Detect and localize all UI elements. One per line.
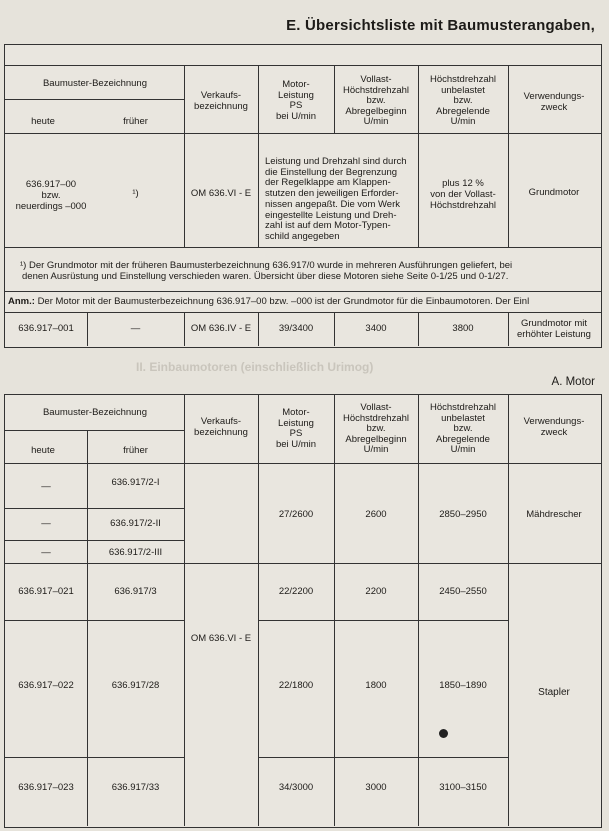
table-row-heute: —	[41, 481, 51, 492]
page-title: E. Übersichtsliste mit Baumusterangaben,	[286, 17, 595, 34]
ink-spot	[439, 729, 448, 738]
cell-hoechst-023: 3100–3150	[439, 782, 487, 793]
cell-motor-021: 22/2200	[278, 586, 314, 597]
cell-frueher-footnote-ref: ¹)	[132, 188, 139, 199]
table-row-frueher: 636.917/33	[111, 782, 160, 793]
table-row-frueher: 636.917/2-II	[110, 518, 161, 529]
table-row-frueher: 636.917/3	[114, 586, 157, 597]
cell-verwendung-maehdrescher: Mähdrescher	[526, 509, 582, 520]
cell-verwendung-grundmotor: Grundmotor	[528, 187, 580, 198]
table-row-heute: —	[41, 547, 51, 558]
table-row-heute: —	[41, 518, 51, 529]
cell-hoechst-022: 1850–1890	[439, 680, 487, 691]
header-hoechstdrehzahl: Höchstdrehzahl unbelastet bzw. Abregelende U/min	[429, 74, 496, 127]
header2-vollast: Vollast- Höchstdrehzahl bzw. Abregelbeginn U/min	[342, 402, 409, 455]
cell-verkauf-001: OM 636.IV - E	[190, 323, 252, 334]
table-row-heute: 636.917–022	[18, 680, 74, 691]
cell-heute-grundmotor: 636.917–00 bzw. neuerdings –000	[15, 179, 87, 212]
cell-motor-maehdrescher: 27/2600	[278, 509, 314, 520]
header2-heute: heute	[31, 445, 55, 456]
header-frueher: früher	[123, 116, 148, 127]
header-motor-leistung: Motor- Leistung PS bei U/min	[275, 79, 317, 122]
header2-frueher: früher	[123, 445, 148, 456]
header-verwendung: Verwendungs- zweck	[523, 91, 585, 113]
bleed-through-heading-middle: II. Einbaumotoren (einschließlich Urimog)	[136, 360, 374, 374]
cell-verkauf-merged: OM 636.VI - E	[190, 633, 252, 644]
cell-hoechst-001: 3800	[452, 323, 474, 334]
header-baumuster: Baumuster-Bezeichnung	[42, 78, 148, 89]
header2-verkauf: Verkaufs- bezeichnung	[194, 416, 248, 438]
cell-leistung-description: Leistung und Drehzahl sind durch die Einstellung der Begrenzung der Regelklappe am Klappen- stutzen den jeweiligen Erforder- nissen angepaßt. Die vom Werk eingestellte Leistung und Dreh- zahl ist auf dem Motor-Typen- schild angegeben	[265, 156, 407, 242]
cell-motor-022: 22/1800	[278, 680, 314, 691]
table-row-frueher: 636.917/2-III	[108, 547, 163, 558]
cell-motor-001: 39/3400	[278, 323, 314, 334]
cell-heute-001: 636.917–001	[18, 323, 74, 334]
cell-vollast-022: 1800	[365, 680, 387, 691]
header2-motor-leistung: Motor- Leistung PS bei U/min	[275, 407, 317, 450]
header-heute: heute	[31, 116, 55, 127]
table-einbaumotoren	[4, 394, 602, 828]
cell-frueher-001: —	[130, 323, 141, 334]
table-row-frueher: 636.917/2-I	[111, 477, 160, 488]
section-label-motor: A. Motor	[551, 376, 595, 388]
header2-verwendung: Verwendungs- zweck	[523, 416, 585, 438]
cell-vollast-maehdrescher: 2600	[365, 509, 387, 520]
cell-hoechst-grundmotor: plus 12 % von der Vollast- Höchstdrehzahl	[429, 178, 496, 211]
anmerkung: Anm.: Der Motor mit der Baumusterbezeichnung 636.917–00 bzw. –000 ist der Grundmotor für die Einbaumotoren. Der Einl	[8, 296, 530, 307]
cell-verkauf-grundmotor: OM 636.VI - E	[190, 188, 252, 199]
cell-motor-023: 34/3000	[278, 782, 314, 793]
cell-vollast-021: 2200	[365, 586, 387, 597]
cell-vollast-023: 3000	[365, 782, 387, 793]
header2-hoechstdrehzahl: Höchstdrehzahl unbelastet bzw. Abregelende U/min	[429, 402, 496, 455]
cell-hoechst-021: 2450–2550	[439, 586, 487, 597]
cell-hoechst-maehdrescher: 2850–2950	[439, 509, 487, 520]
cell-vollast-001: 3400	[365, 323, 387, 334]
table-row-heute: 636.917–023	[18, 782, 74, 793]
cell-verwendung-001: Grundmotor mit erhöhter Leistung	[517, 318, 591, 340]
table-row-frueher: 636.917/28	[111, 680, 160, 691]
header2-baumuster: Baumuster-Bezeichnung	[42, 407, 148, 418]
footnote: ¹) Der Grundmotor mit der früheren Baumusterbezeichnung 636.917/0 wurde in mehreren Ausführungen geliefert, bei denen Ausrüstung und Einstellung verschieden waren. Übersicht über diese Motoren siehe Seite 0-1/25 und 0-1/27.	[20, 260, 513, 282]
header-verkauf: Verkaufs- bezeichnung	[194, 90, 248, 112]
cell-verwendung-stapler: Stapler	[538, 687, 570, 698]
header-vollast: Vollast- Höchstdrehzahl bzw. Abregelbeginn U/min	[342, 74, 409, 127]
table-row-heute: 636.917–021	[18, 586, 74, 597]
